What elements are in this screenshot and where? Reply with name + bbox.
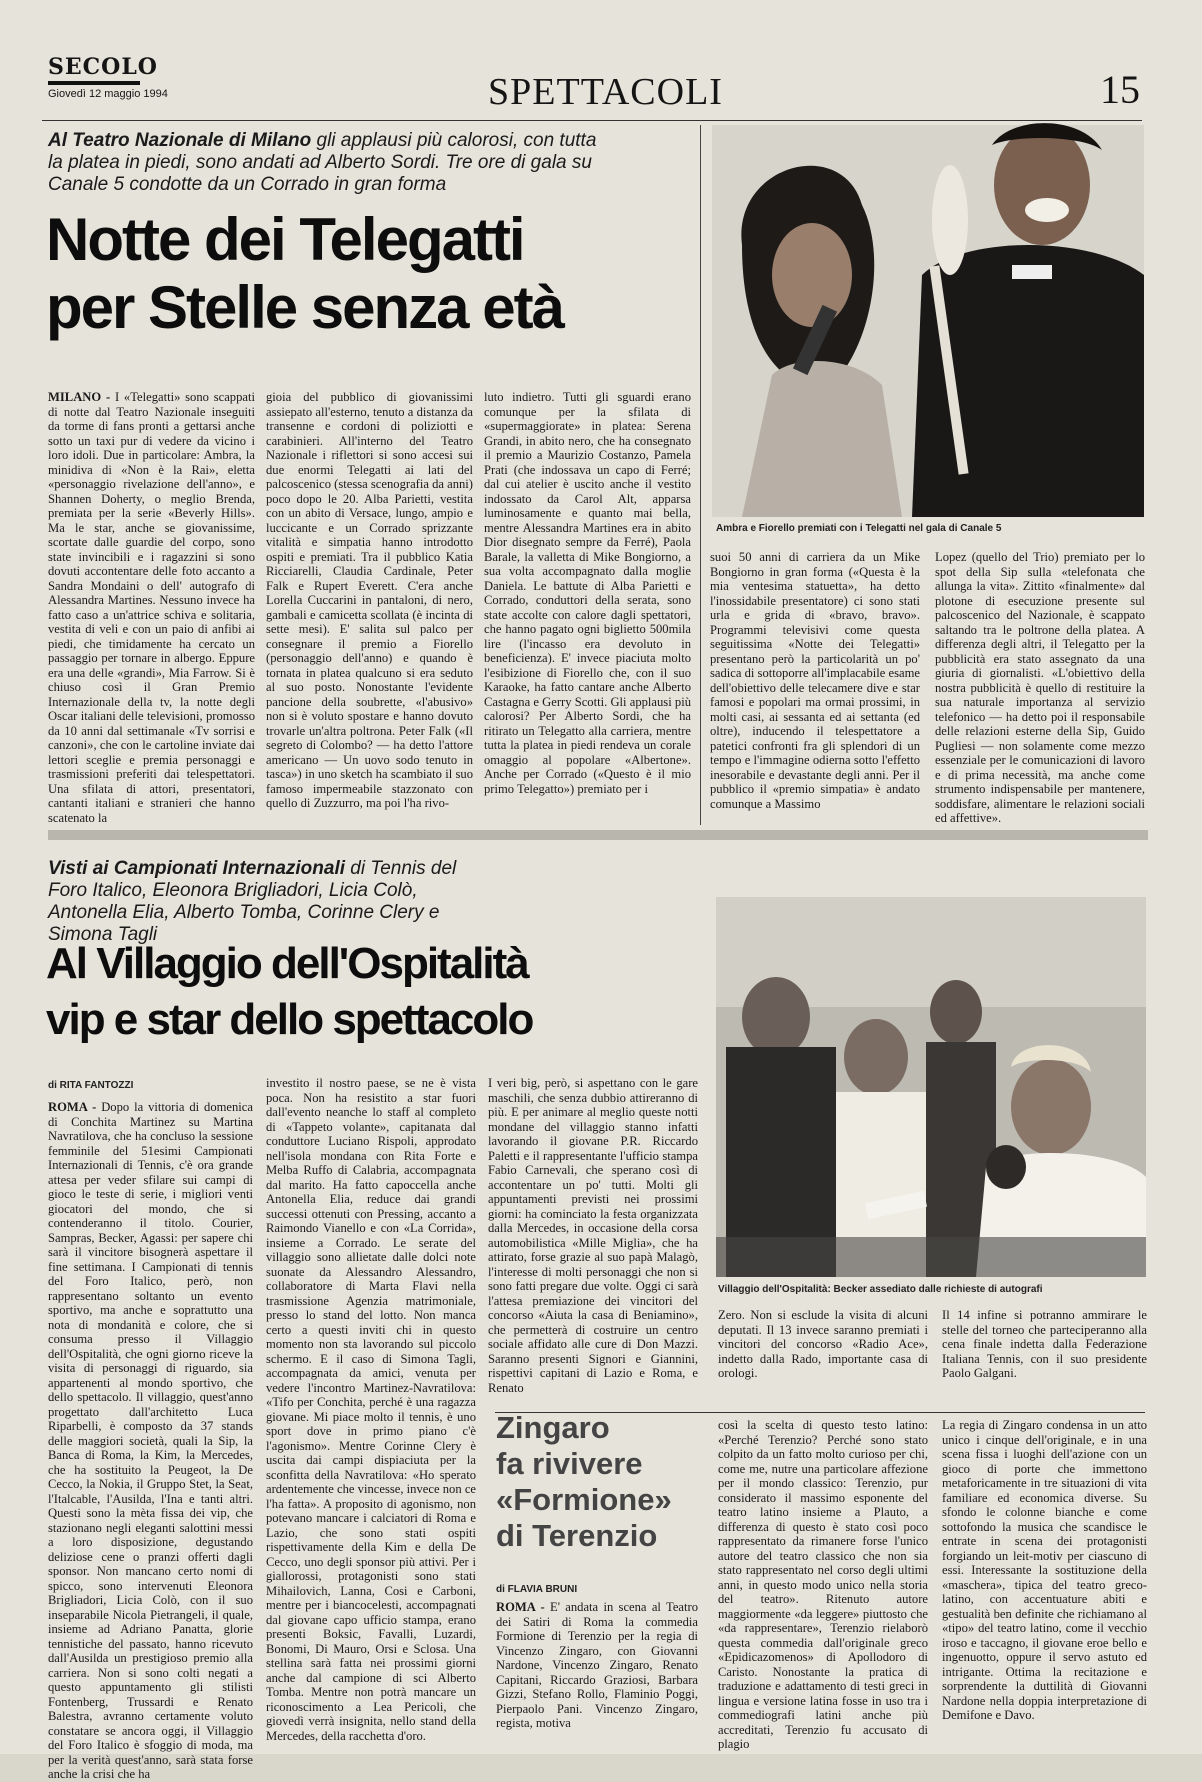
article3-col1 [496, 1600, 698, 1745]
article1-col4 [710, 550, 920, 812]
issue-date: Giovedì 12 maggio 1994 [48, 88, 168, 100]
article1-col2-text: gioia del pubblico di giovanissimi assiepato all'esterno, tenuto a distanza da transenne e cordoni di poliziotti e carabinieri. All'interno del Teatro Nazionale i riflettori si sono accesi sui due enormi Telegatti ai lati del palcoscenico (stessa scenografia da anni) poco dopo le 20. Alba Parietti, vestita con un abito di Versace, lungo, ampio e luccicante e un Corrado sprizzante vitalità e simpatia hanno introdotto ospiti e premiati. Tra il pubblico Katia Ricciarelli, Claudia Cardinale, Peter Falk e Rupert Everett. C'era anche Lorella Cuccarini in pantaloni, di nero, gambali e camicetta scollata (è incinta di sette mesi). E' salita sul palco per consegnare il premio a Fiorello (personaggio dell'anno) e quando è tornata in platea qualcuno si era seduto al suo posto. Nonostante l'evidente pancione della soubrette, «l'abusivo» non si è voluto spostare e hanno dovuto trovarle un'altra poltrona. Peter Falk («Il segreto di Colombo? — ha detto l'attore americano — Un uovo sodo tenuto in tasca») in uno sketch ha scambiato il suo famoso impermeabile stazzonato con quello di Zuzzurro, ma poi l'ha rivo- [266, 390, 474, 810]
article2-headline [46, 936, 686, 1048]
article2-dateline: ROMA - [48, 1100, 97, 1114]
article3-dateline: ROMA - [496, 1600, 545, 1614]
article3-col3-text: La regia di Zingaro condensa in un atto unico i cinque dell'originale, e in una scena fissa i luoghi dell'azione con un gioco di porte che immettono metaforicamente in tre situazioni di vita familiare ed economica diverse. Su sfondo le colonne bianche e come sottofondo la musica che scandisce le entrate in scena dei protagonisti forgiando un leit-motiv per ciascuno di essi. Interessante la sostituzione della «maschera», tipica del teatro greco-latino, con accentuature abiti e gestualità ben definite che richiamano al «tipo» del teatro latino, come il vecchio iroso e taccagno, il giovane eroe bello e ingenuotto, oppure il servo astuto ed intrigante. Ottima la recitazione e sorprendente la duttilità di Giovanni Nardone nella doppia interpretazione di Demifone e Davo. [942, 1418, 1147, 1722]
article2-col4 [718, 1308, 928, 1410]
article2-col1 [48, 1100, 253, 1781]
article1-col2 [266, 390, 473, 810]
article1-col5-text: Lopez (quello del Trio) premiato per lo spot della Sip sulla «telefonata che allunga la vita». Zittito «finalmente» dal plotone di esecuzione presente sul palcoscenico del Nazionale, è scappato saltando tra le poltrone della platea. A differenza degli altri, il Telegatto per la pubblicità era stato assegnato da una giuria di giornalisti. «L'obiettivo della nostra pubblicità è quello di restituire la sua naturale importanza al servizio telefonico — ha detto poi il responsabile delle relazioni esterne della Sip, Guido Pugliesi — non solamente come mezzo essenziale per le comunicazioni di lavoro e di prima necessità, ma anche come strumento indispensabile per mantenere, soddisfare, alimentare le relazioni sociali ed affettive». [935, 550, 1145, 825]
article1-col1-text: I «Telegatti» sono scappati di notte dal Teatro Nazionale inseguiti da torme di fans pronti a gettarsi anche sotto un taxi pur di vedere da vicino i loro idoli. Due in particolare: Ambra, la minidiva di «Non è la Rai», eletta «personaggio rivelazione dell'anno», e Shannen Doherty, o meglio Brenda, premiata per la serie «Beverly Hills». Ma le star, anche se giovanissime, scortate dalle guardie del corpo, sono state invincibili e i ragazzini si sono dovuti accontentare delle foto accanto a Sandra Mondaini o dell' autografo di Alessandra Martines. Nessuno invece ha fatto caso a un'attrice schiva e solitaria, vestita di veli e con un paio di anfibi ai piedi, che timidamente ha cercato un passaggio per tornare in albergo. Eppure era una delle «grandi», Mia Farrow. Si è chiuso così il Gran Premio Internazionale della tv, la notte degli Oscar italiani delle televisioni, promosso da 10 anni dal settimanale «Tv sorrisi e canzoni», che con le cartoline inviate dai lettori sceglie e premia personaggi e trasmissioni preferiti dai telespettatori. Una sfilata di attori, presentatori, cantanti italiani e stranieri che hanno scatenato la [48, 390, 255, 825]
article3-col2-text: così la scelta di questo testo latino: «Perché Terenzio? Perché sono stato colpito da un fatto molto curioso per chi, come me, nutre una particolare affezione per il mondo classico: Terenzio, pur considerato il massimo esponente del teatro latino insieme a Plauto, a differenza di questo è stato così poco rappresentato da rimanere forse l'unico autore del teatro classico che non sia stato rappresentato nel corso degli ultimi anni, in questo modo unico nella storia del teatro». Ritenuto autore maggiormente «da leggere» piuttosto che «da rappresentare», Terenzio rielaborò questa commedia dall'originale greco «Epidicazomenos» di Apollodoro di Caristo. Nonostante la pratica di traduzione e adattamento di testi greci in lingua e versione latina fosse in uso tra i commediografi latini anche più accreditati, Terenzio fu accusato di plagio [718, 1418, 928, 1751]
article2-col3 [488, 1076, 698, 1412]
section-title: SPETTACOLI [488, 71, 723, 113]
article2-kicker-text: di Tennis del Foro Italico, Eleonora Brigliadori, Licia Colò, Antonella Elia, Alberto Tomba, Corinne Clery e Simona Tagli [48, 858, 457, 945]
article2-col1-text: Dopo la vittoria di domenica di Conchita Martinez su Martina Navratilova, che ha concluso la sessione femminile del 51esimi Campionati Internazionali di Tennis, c'è ora grande attesa per veder sfilare sui campi di gioco le teste di serie, i migliori venti giocatori del mondo, che si contenderanno il titolo. Courier, Sampras, Becker, Agassi: per sapere chi sarà il vincitore bisognerà aspettare il fine settimana. I Campionati di tennis del Foro Italico, però, non rappresentano soltanto un evento sportivo, ma anche e soprattutto una nota di mondanità e colore, che si consuma presso il Villaggio dell'Ospitalità, che ogni giorno riceve la visita di personaggi di riguardo, sia appartenenti al mondo sportivo, che dello spettacolo. Il villaggio, quest'anno progettato dall'architetto Luca Riparbelli, è composto da 37 stands delle maggiori società, quali la Sip, la Banca di Roma, la Kim, la Mercedes, che ha sostituito la Peugeot, la De Cecco, la Nokia, il Gruppo Stet, la Seat, l'Italcable, l'Ausilda, l'Ina e tanti altri. Questi sono la mèta fissa dei vip, che stazionano negli eleganti salottini messi a loro disposizione, degustando deliziose cene o pranzi offerti dagli sponsor. Non mancano certo nomi di spicco, sono intervenuti Eleonora Brigliadori, Licia Colò, con il suo inseparabile Nicola Pietrangeli, il quale, insieme ad Adriano Panatta, glorie tennistiche del passato, hanno ricevuto dall'Ausilda un prestigioso premio alla carriera. Non si sono colti negati a questo appuntamento gli stilisti Fontenberg, Trussardi e Renato Balestra, avranno certamente voluto constatare se ancora oggi, il Villaggio del Foro Italico è sfoggio di moda, ma per la verità quest'anno, sarà stata forse anche la crisi che ha [48, 1100, 253, 1781]
article2-col5-text: Il 14 infine si potranno ammirare le stelle del torneo che parteciperanno alla cena finale indetta dalla Federazione Italiana Tennis, con il suo presidente Paolo Galgani. [942, 1308, 1147, 1380]
article1-kicker [48, 130, 608, 196]
article2-col3-text: I veri big, però, si aspettano con le gare maschili, che senza dubbio attireranno di più. E per animare al meglio queste notti mondane del villaggio stanno infatti lavorando il giovane P.R. Riccardo Paletti e il rappresentante l'ufficio stampa Fabio Carnevali, che sperano così di accontentare un po' tutti. Molti gli appuntamenti previsti nei prossimi giorni: ha cominciato la festa organizzata dalla Mercedes, in occasione della corsa automobilistica «Mille Miglia», che ha attirato, forse grazie al suo papà Malagò, l'interesse di molti personaggi che non si sono fatti pregare due volte. Oggi ci sarà l'attesa premiazione dei vincitori del concorso «Aiuta la casa di Beniamino», che permetterà di costruire un centro sociale affidato alle cure di Don Mazzi. Saranno presenti Signori e Giannini, rispettivi capitani di Lazio e Roma, e Renato [488, 1076, 698, 1395]
article3-byline: di FLAVIA BRUNI [496, 1584, 578, 1595]
article1-headline-line2: per Stelle senza età [46, 274, 563, 341]
masthead [40, 48, 1165, 118]
article1-kicker-bold: Al Teatro Nazionale di Milano [48, 130, 312, 151]
article2-headline-line2: vip e star dello spettacolo [46, 995, 533, 1044]
article2-byline: di RITA FANTOZZI [48, 1080, 134, 1091]
photo-divider-top [700, 125, 701, 825]
becker-photo-caption: Villaggio dell'Ospitalità: Becker assediato dalle richieste di autografi [718, 1284, 1043, 1295]
article2-col2 [266, 1076, 476, 1743]
telegatti-photo-caption: Ambra e Fiorello premiati con i Telegatti nel gala di Canale 5 [716, 523, 1002, 534]
article2-kicker-bold: Visti ai Campionati Internazionali [48, 858, 346, 879]
article1-headline [46, 206, 686, 342]
article3-col2 [718, 1418, 928, 1751]
article3-col3 [942, 1418, 1147, 1745]
article1-dateline: MILANO - [48, 390, 111, 404]
article2-headline-line1: Al Villaggio dell'Ospitalità [46, 939, 528, 988]
becker-photo [716, 897, 1146, 1277]
article1-headline-line1: Notte dei Telegatti [46, 206, 524, 273]
article1-col5 [935, 550, 1145, 825]
becker-photo-image [716, 897, 1146, 1277]
article3-headline-line3: «Formione» [496, 1482, 672, 1517]
article1-kicker-text: gli applausi più calorosi, con tutta la platea in piedi, sono andati ad Alberto Sordi. Tre ore di gala su Canale 5 condotte da un Corrado in gran forma [48, 130, 597, 195]
masthead-rule [42, 120, 1142, 121]
article2-col2-text: investito il nostro paese, se ne è vista poca. Non ha resistito a star fuori dall'evento neanche lo staff al completo di «Tappeto volante», capitanata dal conduttore Luciano Rispoli, approdato nell'isola mondana con Rita Forte e Melba Ruffo di Calabria, accompagnata dal marito. Ha fatto capoccella anche Antonella Elia, reduce dai grandi successi ottenuti con Pressing, accanto a Raimondo Vianello e con «La Corrida», insieme a Corrado. Le serate del villaggio sono allietate dalle dolci note suonate da Alessandro Alessandro, collaboratore di Marta Flavi nella trasmissione Agenzia matrimoniale, presso lo stand del lotto. Non manca certo a questi inviti chi in questo momento non sta lavorando sul piccolo schermo. E il caso di Simona Tagli, accompagnata da amici, venuta per vedere l'incontro Martinez-Navratilova: «Tifo per Conchita, perché è una ragazza giovane. Mi piace molto il tennis, è uno sport dove in primo piano c'è l'agonismo». Mentre Corinne Clery è uscita dai campi dispiaciuta per la sconfitta della Navratilova: «Ho sperato ardentemente che vincesse, invece non ce l'ha fatta». A proposito di agonismo, non potevano mancare i calciatori di Roma e Lazio, che sono stati ospiti rispettivamente della Kim e della De Cecco, uno degli sponsor più attivi. Per i giallorossi, protagonisti sono stati Mihailovich, Lanna, Cosi e Carboni, mentre per i biancocelesti, accompagnati dal giovane capo ufficio stampa, erano presenti Boksic, Favalli, Luzardi, Bonomi, Di Mauro, Orsi e Sclosa. Una stellina sarà fatta nei prossimi giorni anche dal campione di sci Alberto Tomba. Mentre non potrà mancare un riconoscimento a Lea Pericoli, che giovedì verrà insignita, nello stand della Mercedes, della racchetta d'oro. [266, 1076, 476, 1743]
telegatti-photo [712, 125, 1144, 517]
article3-headline-line4: di Terenzio [496, 1518, 658, 1553]
page-number: 15 [1100, 67, 1140, 112]
article1-col3-text: luto indietro. Tutti gli sguardi erano comunque per la sfilata di «supermaggiorate» in platea: Serena Grandi, in abito nero, che ha consegnato il premio a Maurizio Costanzo, Pamela Prati (che indossava un capo di Ferré; dal cui atelier è uscito anche il vestito indossato da Carol Alt, apparsa luminosamente e quanto mai bella, mentre Alessandra Martines era in abito Dior disegnato sempre da Ferré), Paola Barale, la valletta di Mike Bongiorno, a sua volta accompagnato dalla moglie Daniela. Le battute di Alba Parietti e Corrado, conduttori della serata, sono state accolte con calore dagli spettatori, che hanno pagato ogni biglietto 500mila lire (l'incasso era devoluto in beneficienza). E' invece piaciuta molto l'esibizione di Fiorello che, con il suo Karaoke, ha fatto cantare anche Alberto Castagna e Gerry Scotti. Gli applausi più calorosi? Per Alberto Sordi, che ha ritirato un Telegatto alla carriera, mentre tutta la platea in piedi rendeva un corale omaggio al popolare «Albertone». Anche per Corrado («Questo è il mio primo Telegatto») premiato per i [484, 390, 691, 796]
article2-col5 [942, 1308, 1147, 1410]
article3-headline-line2: fa rivivere [496, 1446, 643, 1481]
section-divider [48, 830, 1148, 840]
article1-col4-text: suoi 50 anni di carriera da un Mike Bongiorno in gran forma («Questa è la mia ventesima statuetta», ha detto l'inossidabile presentatore) ci sono stati urla e grida di «bravo, bravo». Programmi televisivi come questa seguitissima «Notte dei Telegatti» presentano però la particolarità un po' sadica di sottoporre all'implacabile esame dell'obiettivo delle telecamere dive e star famosi e popolari ma ormai prossimi, in molti casi, ai sessanta ed ai settanta (ed oltre), inducendo il telespettatore a patetici confronti fra gli splendori di un tempo e l'immagine odierna sotto l'effetto inesorabile e devastante degli anni. Per il pubblico il «premio simpatia» è andato comunque a Massimo [710, 550, 920, 811]
article3-headline-line1: Zingaro [496, 1410, 610, 1445]
article3-headline [496, 1410, 696, 1554]
telegatti-photo-image [712, 125, 1144, 517]
article3-col1-text: E' andata in scena al Teatro dei Satiri di Roma la commedia Formione di Terenzio per la regia di Vincenzo Zingaro, con Giovanni Nardone, Vincenzo Zingaro, Renato Capitani, Riccardo Graziosi, Barbara Gizzi, Stefano Rollo, Flaminio Poggi, Pierpaolo Pani. Vincenzo Zingaro, regista, motiva [496, 1600, 698, 1730]
article1-col1 [48, 390, 255, 825]
article2-col4-text: Zero. Non si esclude la visita di alcuni deputati. Il 13 invece saranno premiati i vincitori del concorso «Radio Ace», indetto dalla Rado, importante casa di orologi. [718, 1308, 928, 1380]
article1-col3 [484, 390, 691, 810]
article2-kicker [48, 858, 478, 946]
paper-name: SECOLO [48, 54, 158, 80]
masthead-bar [48, 81, 140, 85]
